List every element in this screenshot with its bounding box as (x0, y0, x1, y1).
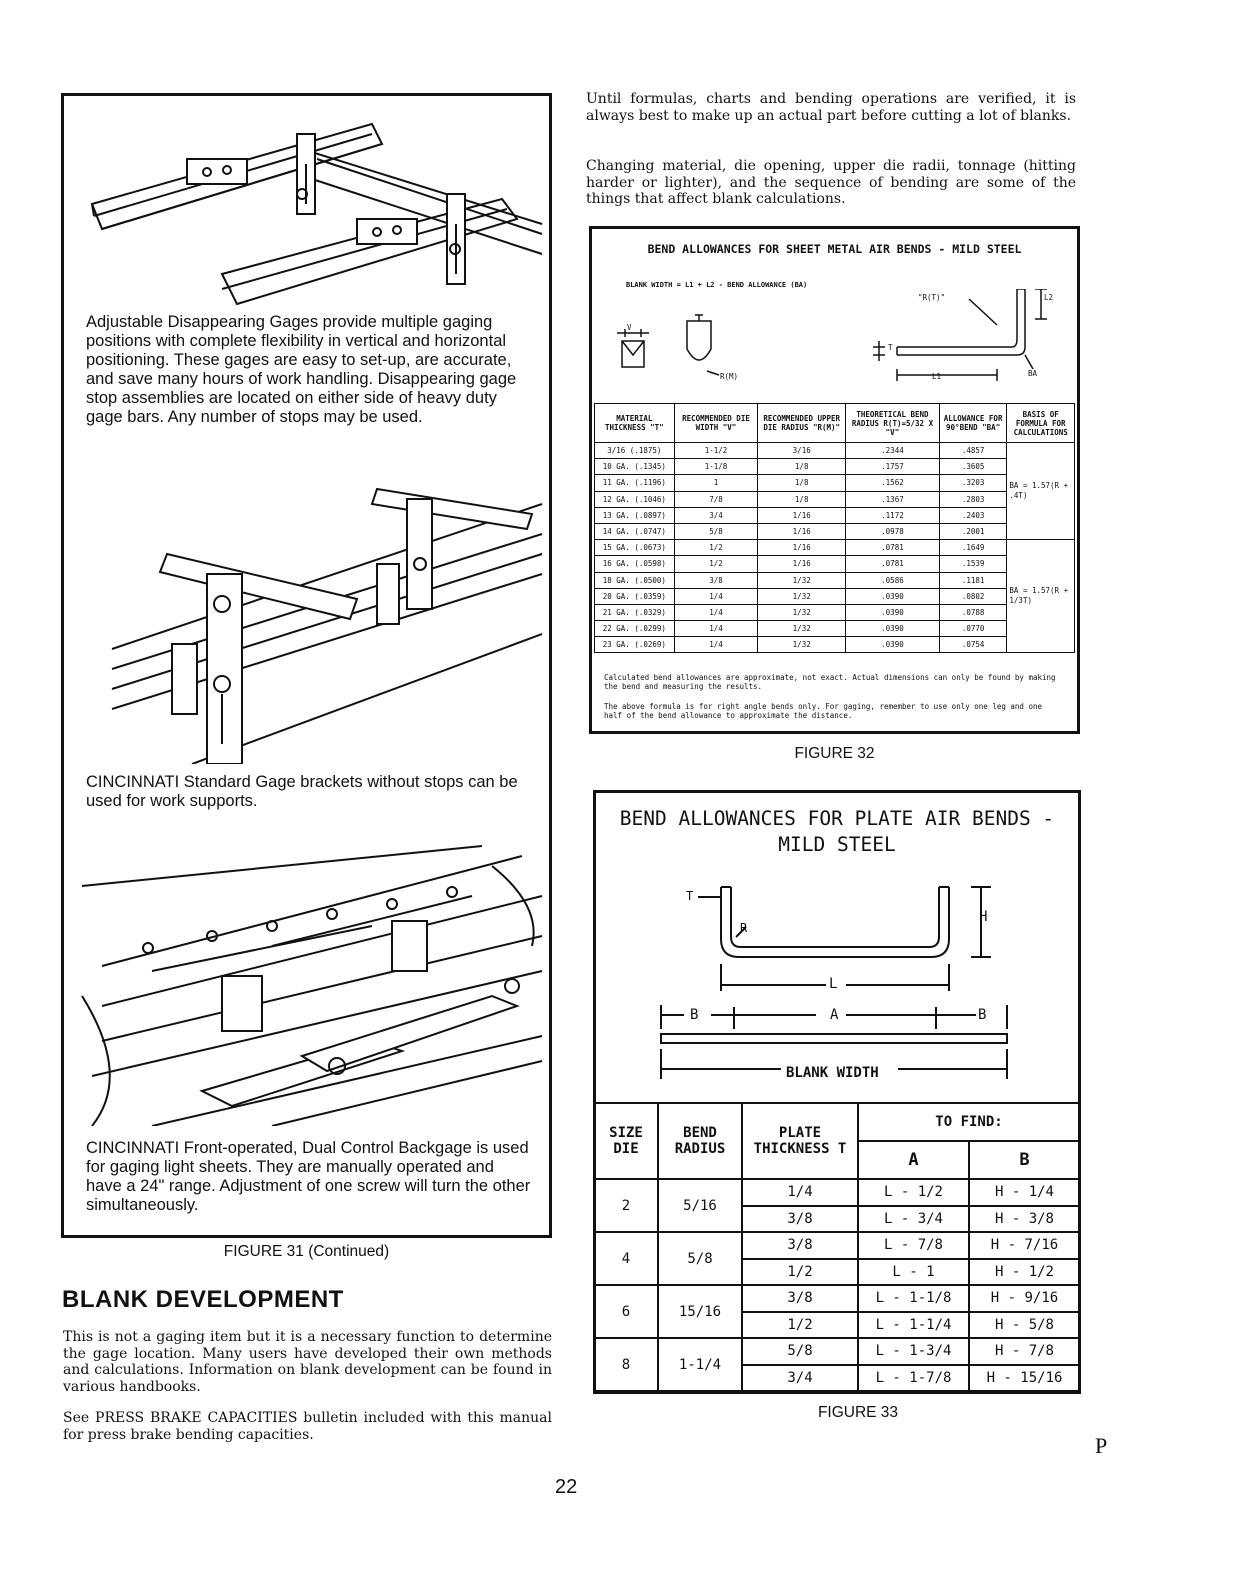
table-cell: 18 GA. (.0500) (595, 572, 675, 588)
plate-thickness-cell: 3/8 (742, 1285, 858, 1312)
dual-control-backgage-illustration (72, 826, 544, 1126)
table-cell: .0390 (846, 621, 940, 637)
plate-thickness-cell: 1/4 (742, 1179, 858, 1206)
label-h: H (979, 909, 988, 925)
figure-32-box (589, 226, 1080, 734)
label-rim: R(M) (720, 372, 739, 381)
table-cell: .0781 (846, 556, 940, 572)
label-t: T (686, 889, 694, 903)
figure-31-label: FIGURE 31 (Continued) (223, 1243, 390, 1260)
find-a-cell: L - 1 (858, 1259, 969, 1286)
table-cell: 7/8 (674, 491, 758, 507)
table-cell: 1-1/8 (674, 459, 758, 475)
figure-32-title: BEND ALLOWANCES FOR SHEET METAL AIR BENDS - MILD STEEL (647, 242, 1022, 256)
find-a-cell: L - 1/2 (858, 1179, 969, 1206)
find-b-cell: H - 15/16 (969, 1365, 1080, 1392)
table-row (595, 491, 1075, 507)
table-row (595, 572, 1075, 588)
figure-32-table (594, 403, 1075, 653)
table-row (595, 588, 1075, 604)
plate-thickness-cell: 1/2 (742, 1312, 858, 1339)
standard-gage-brackets-illustration (72, 474, 544, 764)
caption-disappearing-gages: Adjustable Disappearing Gages provide multiple gaging positions with complete flexibility in vertical and horizontal positioning. These gages are easy to set-up, are accurate, and save many hours of work handling. Disappearing gage stop assemblies are located on either side of heavy duty gage bars. Any number of stops may be used. (86, 313, 517, 426)
table-cell: 15 GA. (.0673) (595, 540, 675, 556)
table-cell: .0390 (846, 588, 940, 604)
figure-33-title-line-2: MILD STEEL (778, 833, 896, 856)
table-cell: .3605 (939, 459, 1007, 475)
table-cell: 1/16 (758, 507, 846, 523)
find-a-cell: L - 1-1/8 (858, 1285, 969, 1312)
table-row (594, 1232, 1080, 1259)
figure-33-table (593, 1102, 1081, 1392)
table-cell: 3/16 (.1875) (595, 443, 675, 459)
table-cell: 14 GA. (.0747) (595, 523, 675, 539)
table-cell: .1172 (846, 507, 940, 523)
label-b-right: B (978, 1007, 987, 1023)
header-bend-radius: BEND RADIUS (658, 1103, 742, 1179)
header-bend-radius: THEORETICAL BEND RADIUS R(T)=5/32 X "V" (846, 404, 940, 443)
table-cell: 10 GA. (.1345) (595, 459, 675, 475)
table-cell: .1181 (939, 572, 1007, 588)
label-r: R (740, 921, 748, 935)
table-cell: .1367 (846, 491, 940, 507)
header-size-die: SIZE DIE (594, 1103, 658, 1179)
table-cell: .2344 (846, 443, 940, 459)
table-cell: 1/8 (758, 459, 846, 475)
label-blank-width: BLANK WIDTH (786, 1065, 879, 1081)
header-b: B (969, 1141, 1080, 1179)
table-cell: 3/8 (674, 572, 758, 588)
table-cell: 1/8 (758, 491, 846, 507)
header-die-width: RECOMMENDED DIE WIDTH "V" (674, 404, 758, 443)
table-cell: 1/8 (758, 475, 846, 491)
table-cell: .4857 (939, 443, 1007, 459)
table-cell: .0770 (939, 621, 1007, 637)
table-cell: .0802 (939, 588, 1007, 604)
table-cell: .2001 (939, 523, 1007, 539)
table-cell: .0788 (939, 604, 1007, 620)
table-cell: 12 GA. (.1046) (595, 491, 675, 507)
find-b-cell: H - 9/16 (969, 1285, 1080, 1312)
table-row (595, 540, 1075, 556)
label-rt: "R(T)" (918, 293, 946, 302)
figure-33-box (593, 790, 1081, 1394)
blank-development-paragraph-2: See PRESS BRAKE CAPACITIES bulletin included with this manual for press brake bending capacities. (63, 1410, 552, 1443)
table-cell: .0978 (846, 523, 940, 539)
find-b-cell: H - 1/2 (969, 1259, 1080, 1286)
find-b-cell: H - 5/8 (969, 1312, 1080, 1339)
table-cell: 1-1/2 (674, 443, 758, 459)
table-cell: .3203 (939, 475, 1007, 491)
figure-32-formula: BLANK WIDTH = L1 + L2 - BEND ALLOWANCE (BA) (626, 281, 808, 289)
header-material-thickness: MATERIAL THICKNESS "T" (595, 404, 675, 443)
table-cell: 1 (674, 475, 758, 491)
plate-thickness-cell: 3/4 (742, 1365, 858, 1392)
table-cell: 11 GA. (.1196) (595, 475, 675, 491)
find-b-cell: H - 7/16 (969, 1232, 1080, 1259)
table-cell: 1/16 (758, 523, 846, 539)
table-row (595, 523, 1075, 539)
table-row (594, 1179, 1080, 1206)
bend-radius-cell: 5/8 (658, 1232, 742, 1285)
table-cell: 1/16 (758, 556, 846, 572)
find-a-cell: L - 1-3/4 (858, 1338, 969, 1365)
figure-31-box (61, 93, 552, 1238)
right-paragraph-1: Until formulas, charts and bending operations are verified, it is always best to make up an actual part before cutting a lot of blanks. (586, 91, 1076, 124)
find-a-cell: L - 3/4 (858, 1206, 969, 1233)
table-cell: 1/16 (758, 540, 846, 556)
find-b-cell: H - 1/4 (969, 1179, 1080, 1206)
table-cell: .0781 (846, 540, 940, 556)
label-l1: L1 (932, 372, 942, 381)
table-cell: 1/2 (674, 556, 758, 572)
table-cell: 1/32 (758, 621, 846, 637)
find-b-cell: H - 3/8 (969, 1206, 1080, 1233)
find-a-cell: L - 1-1/4 (858, 1312, 969, 1339)
table-row (595, 459, 1075, 475)
page-number: 22 (555, 1476, 578, 1498)
table-cell: 1/4 (674, 621, 758, 637)
figure-32-diagram (597, 289, 1075, 399)
label-b-left: B (690, 1007, 699, 1023)
die-size-cell: 4 (594, 1232, 658, 1285)
blank-development-paragraph-1: This is not a gaging item but it is a necessary function to determine the gage location. Many users have developed their own methods and calculations. Information on blank development can be found in various handbooks. (63, 1329, 552, 1395)
header-upper-die-radius: RECOMMENDED UPPER DIE RADIUS "R(M)" (758, 404, 846, 443)
find-a-cell: L - 7/8 (858, 1232, 969, 1259)
plate-thickness-cell: 5/8 (742, 1338, 858, 1365)
table-cell: .2403 (939, 507, 1007, 523)
table-cell: 1/32 (758, 572, 846, 588)
table-cell: .1757 (846, 459, 940, 475)
table-cell: 3/4 (674, 507, 758, 523)
label-l2: L2 (1044, 293, 1054, 302)
bend-radius-cell: 15/16 (658, 1285, 742, 1338)
figure-32-label: FIGURE 32 (794, 745, 875, 762)
table-cell: .0754 (939, 637, 1007, 653)
header-a: A (858, 1141, 969, 1179)
table-row (595, 621, 1075, 637)
plate-thickness-cell: 3/8 (742, 1206, 858, 1233)
table-cell: .2803 (939, 491, 1007, 507)
table-cell: 1/32 (758, 604, 846, 620)
bend-radius-cell: 1-1/4 (658, 1338, 742, 1391)
table-row (594, 1338, 1080, 1365)
find-a-cell: L - 1-7/8 (858, 1365, 969, 1392)
figure-33-title-line-1: BEND ALLOWANCES FOR PLATE AIR BENDS - (619, 807, 1055, 830)
table-cell: 1/2 (674, 540, 758, 556)
die-size-cell: 6 (594, 1285, 658, 1338)
header-plate-thickness: PLATE THICKNESS T (742, 1103, 858, 1179)
find-b-cell: H - 7/8 (969, 1338, 1080, 1365)
die-size-cell: 8 (594, 1338, 658, 1391)
label-l: L (829, 976, 838, 992)
formula-cell: BA = 1.57(R + .4T) (1007, 443, 1075, 540)
table-row (595, 475, 1075, 491)
table-cell: 5/8 (674, 523, 758, 539)
label-v: V (627, 323, 632, 332)
table-cell: 3/16 (758, 443, 846, 459)
caption-dual-control-backgage: CINCINNATI Front-operated, Dual Control Backgage is used for gaging light sheets. They are manually operated and have a 24" range. Adjustment of one screw will turn the other simultaneously. (86, 1139, 531, 1214)
corner-mark: P (1095, 1433, 1108, 1458)
bend-radius-cell: 5/16 (658, 1179, 742, 1232)
table-cell: .1649 (939, 540, 1007, 556)
plate-thickness-cell: 1/2 (742, 1259, 858, 1286)
table-cell: 1/32 (758, 588, 846, 604)
header-allowance: ALLOWANCE FOR 90°BEND "BA" (939, 404, 1007, 443)
header-basis-formula: BASIS OF FORMULA FOR CALCULATIONS (1007, 404, 1075, 443)
table-row (595, 556, 1075, 572)
figure-33-label: FIGURE 33 (817, 1404, 899, 1421)
figure-32-note-1: Calculated bend allowances are approximate, not exact. Actual dimensions can only be found by making the bend and measuring the results. (604, 673, 1056, 691)
table-cell: 16 GA. (.0598) (595, 556, 675, 572)
label-a: A (830, 1007, 839, 1023)
table-cell: .0390 (846, 637, 940, 653)
right-paragraph-2: Changing material, die opening, upper die radii, tonnage (hitting harder or lighter), and the sequence of bending are some of the things that affect blank calculations. (586, 158, 1076, 207)
blank-development-heading: BLANK DEVELOPMENT (62, 1286, 344, 1313)
plate-thickness-cell: 3/8 (742, 1232, 858, 1259)
table-cell: .0390 (846, 604, 940, 620)
table-cell: .0586 (846, 572, 940, 588)
table-row (594, 1285, 1080, 1312)
header-to-find: TO FIND: (858, 1103, 1080, 1141)
table-cell: .1562 (846, 475, 940, 491)
disappearing-gages-illustration (72, 104, 544, 309)
table-cell: 1/32 (758, 637, 846, 653)
table-cell: 13 GA. (.0897) (595, 507, 675, 523)
table-row (595, 507, 1075, 523)
table-cell: 21 GA. (.0329) (595, 604, 675, 620)
table-cell: .1539 (939, 556, 1007, 572)
label-ba: BA (1028, 369, 1038, 378)
table-row (595, 604, 1075, 620)
table-cell: 1/4 (674, 588, 758, 604)
caption-standard-gage-brackets: CINCINNATI Standard Gage brackets without stops can be used for work supports. (86, 773, 518, 810)
table-cell: 1/4 (674, 637, 758, 653)
die-size-cell: 2 (594, 1179, 658, 1232)
table-cell: 23 GA. (.0269) (595, 637, 675, 653)
figure-32-note-2: The above formula is for right angle bends only. For gaging, remember to use only one leg and one half of the bend allowance to approximate the distance. (604, 702, 1042, 720)
table-cell: 20 GA. (.0359) (595, 588, 675, 604)
table-row (595, 443, 1075, 459)
table-cell: 22 GA. (.0299) (595, 621, 675, 637)
formula-cell: BA = 1.57(R + 1/3T) (1007, 540, 1075, 653)
label-t: T (888, 343, 893, 352)
table-row (595, 637, 1075, 653)
table-cell: 1/4 (674, 604, 758, 620)
